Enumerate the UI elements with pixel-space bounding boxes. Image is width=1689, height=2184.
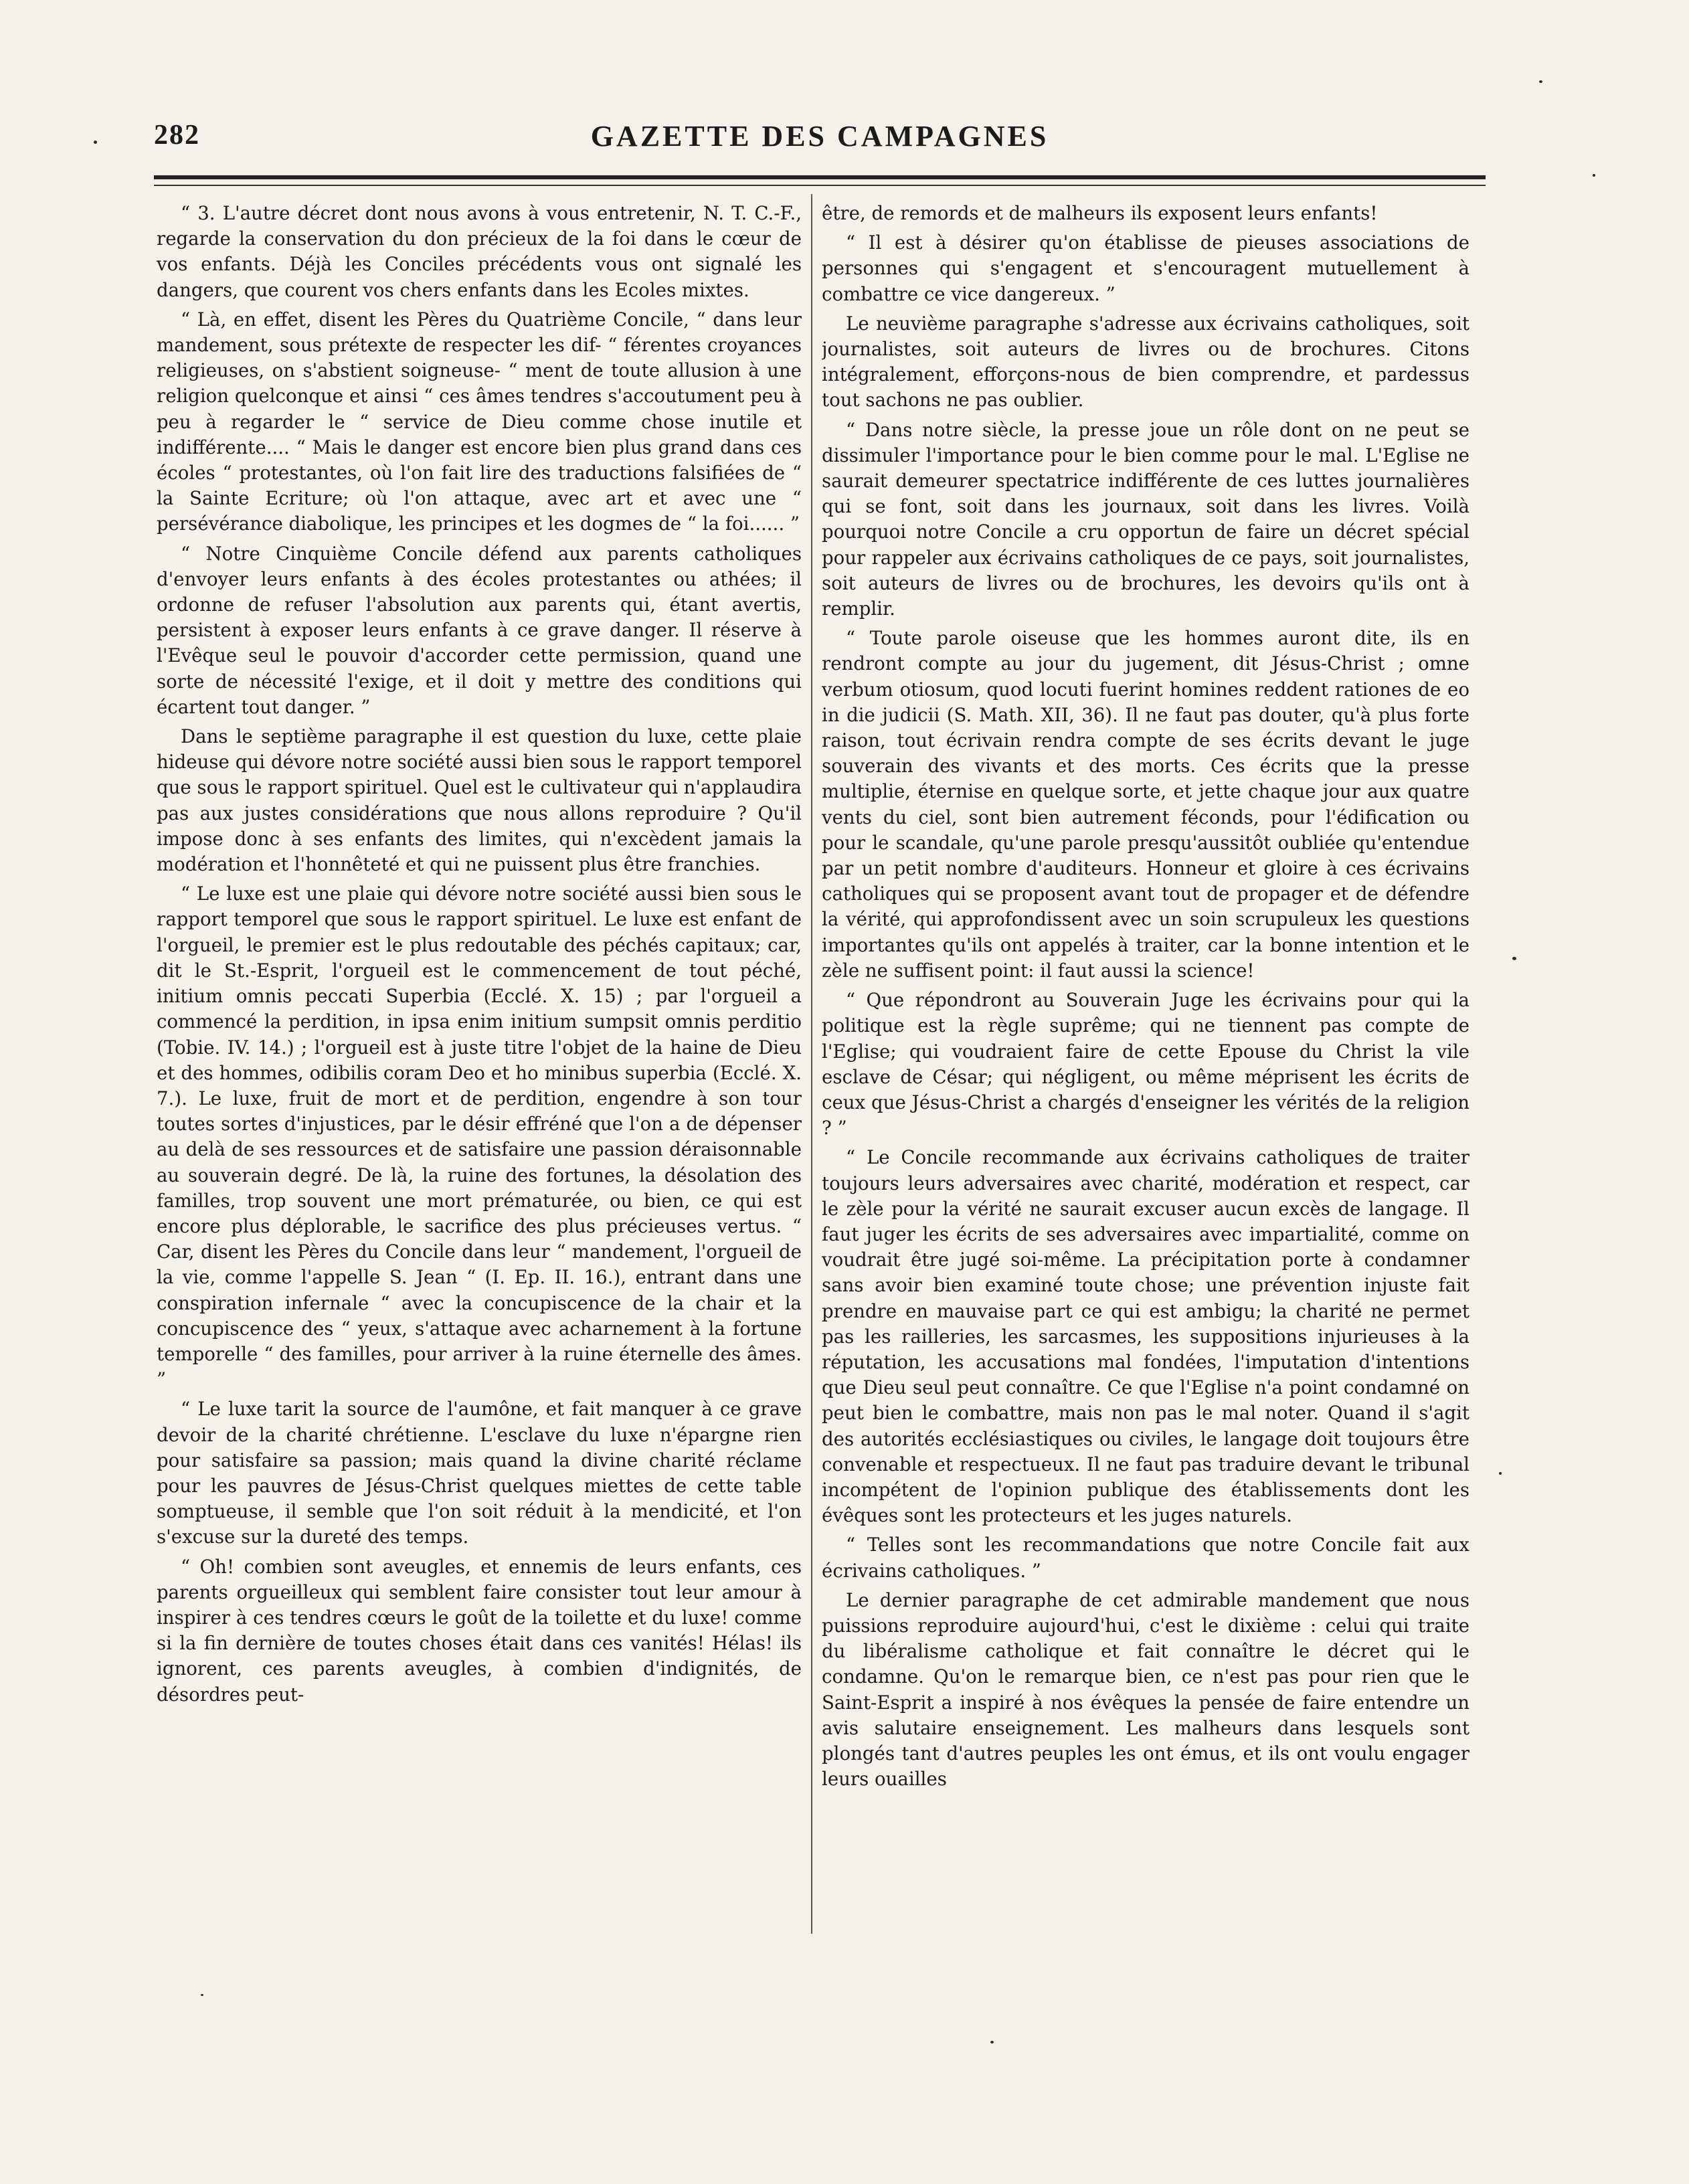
left-paragraph-1: “ 3. L'autre décret dont nous avons à vous entretenir, N. T. C.-F., regarde la conservation du don précieux de la foi dans le cœur de vos enfants. Déjà les Conciles précédents vous ont signalé les dangers, que courent vos chers enfants dans les Ecoles mixtes.: [157, 202, 802, 301]
print-speck: [1539, 80, 1542, 83]
right-paragraph-3: Le neuvième paragraphe s'adresse aux écrivains catholiques, soit journalistes, soit auteurs de livres ou de brochures. Citons intégralement, efforçons-nous de bien comprendre, et pardessus tout sachons ne pas oublier.: [822, 312, 1470, 412]
print-speck: [94, 141, 97, 144]
header-rule-thick: [154, 175, 1486, 179]
right-paragraph-2: “ Il est à désirer qu'on établisse de pieuses associations de personnes qui s'engagent et s'encouragent mutuellement à combattre ce vice dangereux. ”: [822, 232, 1470, 305]
right-paragraph-1: être, de remords et de malheurs ils exposent leurs enfants!: [822, 202, 1378, 224]
left-paragraph-6: “ Le luxe tarit la source de l'aumône, et fait manquer à ce grave devoir de la charité chrétienne. L'esclave du luxe n'épargne rien pour satisfaire sa passion; mais quand la divine charité réclame pour les pauvres de Jésus-Christ quelques miettes de cette table somptueuse, il semble que l'on soit réduit à la mendicité, et l'on s'excuse sur la dureté des temps.: [157, 1398, 802, 1548]
print-speck: [1593, 174, 1595, 177]
header-rule-thin: [154, 185, 1486, 186]
page-number: 282: [154, 120, 200, 151]
print-speck: [201, 1994, 203, 1996]
print-speck: [990, 2041, 994, 2043]
page-header: [154, 119, 1486, 159]
print-speck: [1499, 1472, 1502, 1475]
right-column: [822, 201, 1470, 1940]
right-paragraph-6: “ Que répondront au Souverain Juge les écrivains pour qui la politique est la règle suprême; qui ne tiennent pas compte de l'Eglise; qui voudraient faire de cette Epouse du Christ la vile esclave de César; qui négligent, ou même méprisent les écrits de ceux que Jésus-Christ a chargés d'enseigner les vérités de la religion ? ”: [822, 989, 1470, 1140]
left-column: [157, 201, 802, 1940]
column-divider: [811, 194, 812, 1934]
left-paragraph-3: “ Notre Cinquième Concile défend aux parents catholiques d'envoyer leurs enfants à des écoles protestantes ou athées; il ordonne de refuser l'absolution aux parents qui, étant avertis, persistent à exposer leurs enfants à ce grave danger. Il réserve à l'Evêque seul le pouvoir d'accorder cette permission, quand une sorte de nécessité l'exige, et il doit y mettre des conditions qui écartent tout danger. ”: [157, 542, 802, 718]
left-paragraph-5: “ Le luxe est une plaie qui dévore notre société aussi bien sous le rapport temporel que sous le rapport spirituel. Le luxe est enfant de l'orgueil, le premier est le plus redoutable des péchés capitaux; car, dit le St.-Esprit, l'orgueil est le commencement de tout péché, initium omnis peccati Superbia (Ecclé. X. 15) ; par l'orgueil a commencé la perdition, in ipsa enim initium sumpsit omnis perditio (Tobie. IV. 14.) ; l'orgueil est à juste titre l'objet de la haine de Dieu et des hommes, odibilis coram Deo et ho minibus superbia (Ecclé. X. 7.). Le luxe, fruit de mort et de perdition, engendre à son tour toutes sortes d'injustices, par le désir effréné que l'on a de dépenser au delà de ses ressources et de satisfaire une passion déraisonnable au souverain degré. De là, la ruine des fortunes, la désolation des familles, trop souvent une mort prématurée, ou bien, ce qui est encore plus déplorable, le sacrifice des plus précieuses vertus. “ Car, disent les Pères du Concile dans leur “ mandement, l'orgueil de la vie, comme l'appelle S. Jean “ (I. Ep. II. 16.), entrant dans une conspiration infernale “ avec la concupiscence de la chair et la concupiscence des “ yeux, s'attaque avec acharnement à la fortune temporelle “ des familles, pour arriver à la ruine éternelle des âmes. ”: [157, 883, 802, 1391]
right-paragraph-8: “ Telles sont les recommandations que notre Concile fait aux écrivains catholiques. ”: [822, 1534, 1470, 1582]
right-paragraph-9: Le dernier paragraphe de cet admirable mandement que nous puissions reproduire aujourd'hui, c'est le dixième : celui qui traite du libéralisme catholique et fait connaître le décret qui le condamne. Qu'on le remarque bien, ce n'est pas pour rien que le Saint-Esprit a inspiré à nos évêques la pensée de faire entendre un avis salutaire enseignement. Les malheurs dans lesquels sont plongés tant d'autres peuples les ont émus, et ils ont voulu engager leurs ouailles: [822, 1588, 1470, 1791]
left-paragraph-7: “ Oh! combien sont aveugles, et ennemis de leurs enfants, ces parents orgueilleux qui semblent faire consister tout leur amour à inspirer à ces tendres cœurs le goût de la toilette et du luxe! comme si la fin dernière de toutes choses était dans ces vanités! Hélas! ils ignorent, ces parents aveugles, à combien d'indignités, de désordres peut-: [157, 1555, 802, 1706]
gazette-title: GAZETTE DES CAMPAGNES: [590, 120, 1049, 153]
left-paragraph-2: “ Là, en effet, disent les Pères du Quatrième Concile, “ dans leur mandement, sous prétexte de respecter les dif- “ férentes croyances religieuses, on s'abstient soigneuse- “ ment de toute allusion à une religion quelconque et ainsi “ ces âmes tendres s'accoutument peu à peu à regarder le “ service de Dieu comme chose inutile et indifférente.... “ Mais le danger est encore bien plus grand dans ces écoles “ protestantes, où l'on fait lire des traductions falsifiées de “ la Sainte Ecriture; où l'on attaque, avec art et avec une “ persévérance diabolique, les principes et les dogmes de “ la foi...... ”: [157, 308, 802, 535]
right-paragraph-5: “ Toute parole oiseuse que les hommes auront dite, ils en rendront compte au jour du jugement, dit Jésus-Christ ; omne verbum otiosum, quod locuti fuerint homines reddent rationes de eo in die judicii (S. Math. XII, 36). Il ne faut pas douter, qu'à plus forte raison, tout écrivain rendra compte de ses écrits devant le juge souverain des vivants et des morts. Ces écrits que la presse multiplie, éternise en quelque sorte, et jette chaque jour aux quatre vents du ciel, sont bien autrement féconds, pour l'édification ou pour le scandale, qu'une parole presqu'aussitôt oubliée qu'entendue par un petit nombre d'auditeurs. Honneur et gloire à ces écrivains catholiques qui se proposent avant tout de propager et de défendre la vérité, qui approfondissent avec un soin scrupuleux les questions importantes qu'ils ont appelés à traiter, car la bonne intention et le zèle ne suffisent point: il faut aussi la science!: [822, 627, 1470, 982]
right-paragraph-7: “ Le Concile recommande aux écrivains catholiques de traiter toujours leurs adversaires avec charité, modération et respect, car le zèle pour la vérité ne saurait excuser aucun excès de langage. Il faut juger les écrits de ses adversaires avec impartialité, comme on voudrait être jugé soi-même. La précipitation porte à condamner sans avoir bien examiné toute chose; une prévention injuste fait prendre en mauvaise part ce qui est ambigu; la charité ne permet pas les railleries, les sarcasmes, les suppositions injurieuses à la réputation, les accusations mal fondées, l'imputation d'intentions que Dieu seul peut connaître. Ce que l'Eglise n'a point condamné on peut bien le combattre, mais non pas le mal noter. Quand il s'agit des autorités ecclésiastiques ou civiles, le langage doit toujours être convenable et respectueux. Il ne faut pas traduire devant le tribunal incompétent de l'opinion publique des établissements dont les évêques sont les protecteurs et les juges naturels.: [822, 1146, 1470, 1527]
print-speck: [1512, 957, 1516, 960]
left-paragraph-4: Dans le septième paragraphe il est question du luxe, cette plaie hideuse qui dévore notre société aussi bien sous le rapport temporel que sous le rapport spirituel. Quel est le cultivateur qui n'applaudira pas aux justes considérations que nous allons reproduire ? Qu'il impose donc à ses enfants des limites, qui n'excèdent jamais la modération et l'honnêteté et qui ne puissent plus être franchies.: [157, 725, 802, 876]
right-paragraph-4: “ Dans notre siècle, la presse joue un rôle dont on ne peut se dissimuler l'importance pour le bien comme pour le mal. L'Eglise ne saurait demeurer spectatrice indifférente de ces luttes journalières qui se font, soit dans les journaux, soit dans les livres. Voilà pourquoi notre Concile a cru opportun de faire un décret spécial pour rappeler aux écrivains catholiques de ce pays, soit journalistes, soit auteurs de livres ou de brochures, les devoirs qu'ils ont à remplir.: [822, 418, 1470, 620]
